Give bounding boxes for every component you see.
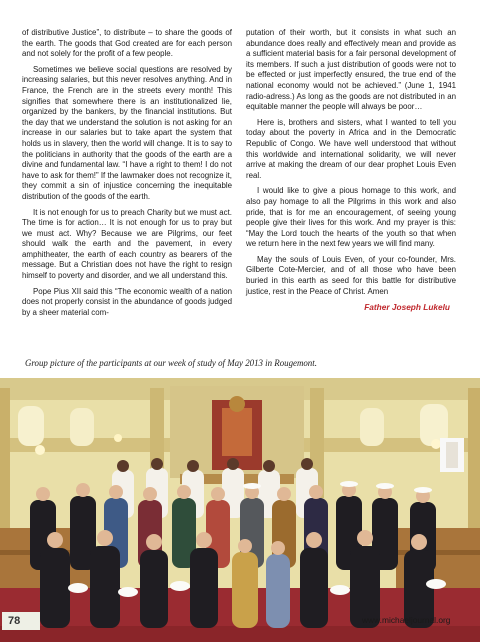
page-number: 78 bbox=[2, 612, 40, 630]
photo-caption: Group picture of the participants at our week of study of May 2013 in Rougemont. bbox=[25, 358, 317, 368]
author-signature: Father Joseph Lukelu bbox=[364, 302, 450, 313]
paragraph: of distributive Justice”, to distribute – to share the goods of the earth. The goods that God created are for each person and not solely for the profit of a few people. bbox=[22, 28, 232, 59]
paragraph: Here is, brothers and sisters, what I wanted to tell you today about the poverty in Africa and in the Democratic Republic of Congo. We have well understood that without this worldwide and international solidarity, we will never arrive at making the dream of our dear prophet Louis Even real. bbox=[246, 117, 456, 180]
article-column-left bbox=[22, 28, 232, 323]
article-column-right bbox=[246, 28, 456, 313]
paragraph: Sometimes we believe social questions are resolved by increasing salaries, but this never resolves anything. And in France, the French are in the streets every month! This signifies that somewhere there is an institutionalized lie, organized by the bankers, by the financial institutions. But the day that we understand the solution is not asking for an increase in our salaries but to take apart the system that holds us in slavery, then the world will change. It is to say to the politicians in authority that the goods of the earth are a divine and fundamental law. “I have a right to them! I do not have to ask for them!” If the lawmaker does not recognize it, they commit a sin of injustice concerning the inequitable distribution of the goods of the earth. bbox=[22, 64, 232, 201]
paragraph: putation of their worth, but it consists in what such an abundance does really and effectively mean and provide as a sufficient material basis for a fair personal development of its members. If such a just distribution of goods were not to be effected or just imperfectly ensured, the true end of the national economy would not be achieved.” (June 1, 1941 radio-adress.) As long as the goods are not distributed in an equitable manner the people will always be poor… bbox=[246, 28, 456, 112]
paragraph: Pope Pius XII said this “The economic wealth of a nation does not properly consist in the abundance of goods judged by a sheer material com- bbox=[22, 286, 232, 317]
paragraph: I would like to give a pious homage to this work, and also pay homage to all the Pilgrims in this work and also pride, that is for me an encouragement, of seeing young people give their lives for this work. And my prayer is this: “May the Lord touch the hearts of the youth so that when we return here in the next few years we will find many. bbox=[246, 186, 456, 249]
paragraph: It is not enough for us to preach Charity but we must act. The time is for action… It is not enough for us to pray but we must act. Why? Because we are Pilgrims, our feet should walk the earth and the pavement, in every amphitheater, the earth of each country as bearers of the message. But a Christian does not have the right to resign himself to poverty and disorder, and we all understand this. bbox=[22, 207, 232, 281]
paragraph: May the souls of Louis Even, of your co-founder, Mrs. Gilberte Cote-Mercier, and of all those who have been buried in this earth as seed for this battle for distributive justice, rest in the Peace of Christ. Amen bbox=[246, 254, 456, 296]
group-photo bbox=[0, 378, 480, 642]
website-link[interactable]: www.michaeljournal.org bbox=[362, 615, 451, 625]
